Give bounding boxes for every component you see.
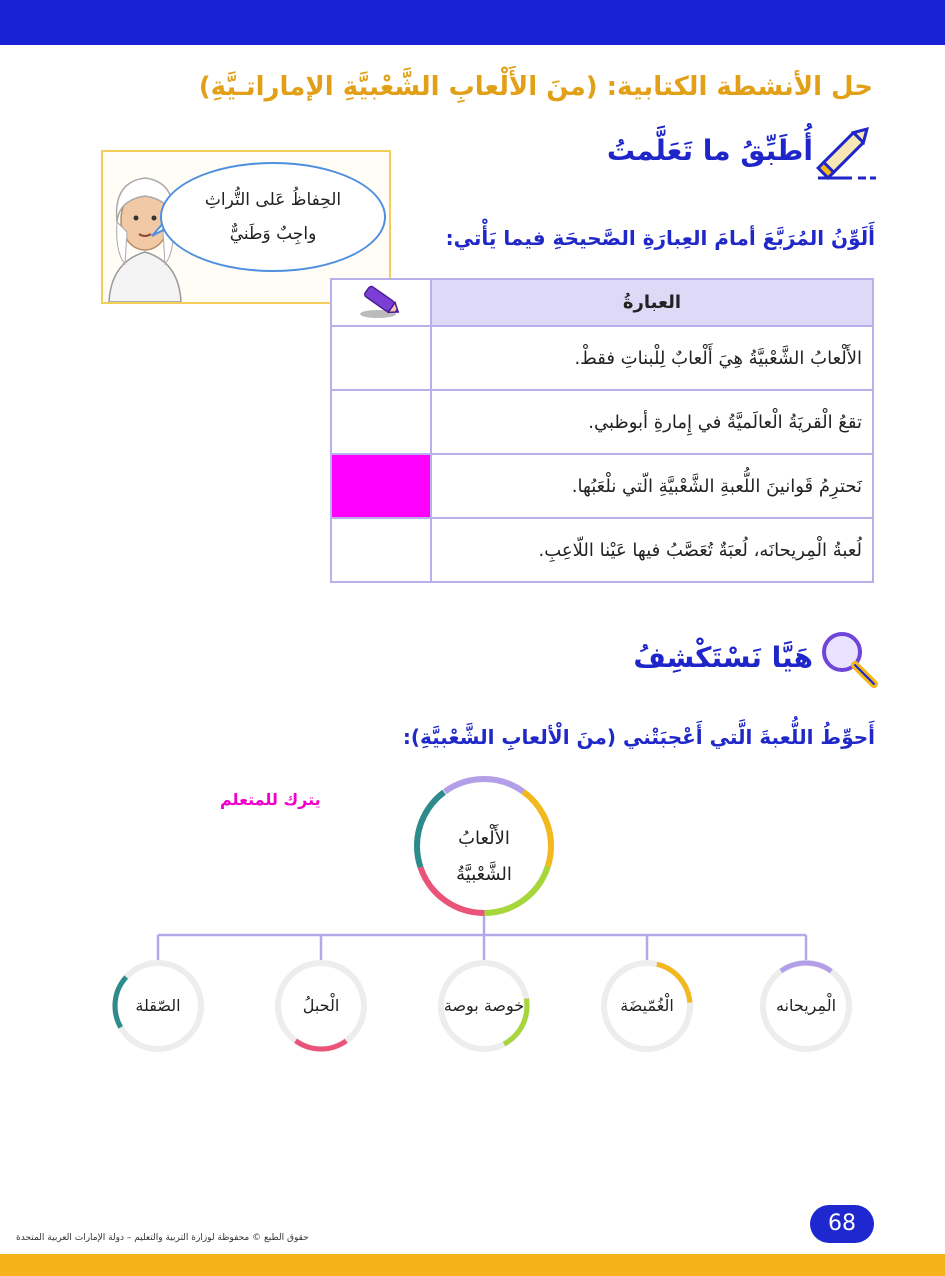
diagram-connectors	[158, 910, 806, 960]
game-label-khousa-bousa: خوصة بوصة	[443, 996, 525, 1015]
copyright-notice: حقوق الطبع © محفوظة لوزارة التربية والتعليم – دولة الإمارات العربية المتحدة	[16, 1233, 309, 1243]
statement-3: نَحترِمُ قَوانينَ اللُّعبةِ الشَّعْبيَّةِ الّتي نلْعَبُها.	[431, 454, 873, 518]
game-label-ghumaidha: الْغُمّيضَة	[620, 996, 674, 1015]
table-row	[331, 326, 873, 390]
statement-table	[330, 278, 874, 583]
crayon-icon	[331, 279, 431, 326]
game-label-mirihana: الْمِريحانه	[775, 996, 837, 1015]
page-number: 68	[810, 1205, 874, 1243]
game-label-habl: الْحبلُ	[302, 996, 340, 1015]
center-label-line-2: الشَّعْبيَّةُ	[456, 864, 512, 885]
game-label-saqla: الصّقلة	[135, 996, 181, 1015]
statement-4: لُعبةُ الْمِريحانَه، لُعبَةٌ تُعَصَّبُ فيها عَيْنا اللّاعِبِ.	[431, 518, 873, 582]
table-header-row	[331, 279, 873, 326]
table-row	[331, 518, 873, 582]
answer-box-3-colored[interactable]	[331, 454, 431, 518]
magnifier-icon	[818, 628, 880, 690]
center-label	[417, 800, 551, 914]
table-row	[331, 454, 873, 518]
statement-1: الأَلْعابُ الشَّعْبيَّةُ هِيَ أَلْعابٌ لِلْبناتِ فقطْ.	[431, 326, 873, 390]
pencil-icon	[812, 120, 878, 182]
explore-instruction: أَحوِّطُ اللُّعبةَ الَّتي أَعْجبَتْني (منَ الْألعابِ الشَّعْبيَّةِ):	[402, 725, 875, 749]
bottom-bar	[0, 1254, 945, 1276]
answer-box-4[interactable]	[331, 518, 431, 582]
speech-bubble	[160, 162, 386, 272]
statement-column-header: العبارةُ	[431, 279, 873, 326]
answer-box-1[interactable]	[331, 326, 431, 390]
top-bar	[0, 0, 945, 45]
answer-box-2[interactable]	[331, 390, 431, 454]
speech-line-1: الحِفاظُ عَلى التُّراثِ	[204, 190, 342, 210]
explore-title: هَيَّا نَسْتَكْشِفُ	[633, 641, 813, 674]
speech-line-2: واجِبٌ وَطَنيٌّ	[229, 224, 317, 244]
center-label-line-1: الأَلْعابُ	[458, 828, 510, 849]
practice-title: أُطَبِّقُ ما تَعَلَّمتُ	[606, 134, 813, 167]
table-row	[331, 390, 873, 454]
page-title: حل الأنشطة الكتابية: (منَ الأَلْعابِ الشَّعْبيَّةِ الإماراتـيَّةِ)	[198, 72, 873, 102]
statement-2: تقعُ الْقريَةُ الْعالَميَّةُ في إِمارةِ أبوظبي.	[431, 390, 873, 454]
teacher-note: يترك للمتعلم	[220, 790, 321, 809]
practice-instruction: أَلَوِّنُ المُرَبَّعَ أمامَ العِبارَةِ الصَّحيحَةِ فيما يَأْتي:	[445, 226, 875, 250]
